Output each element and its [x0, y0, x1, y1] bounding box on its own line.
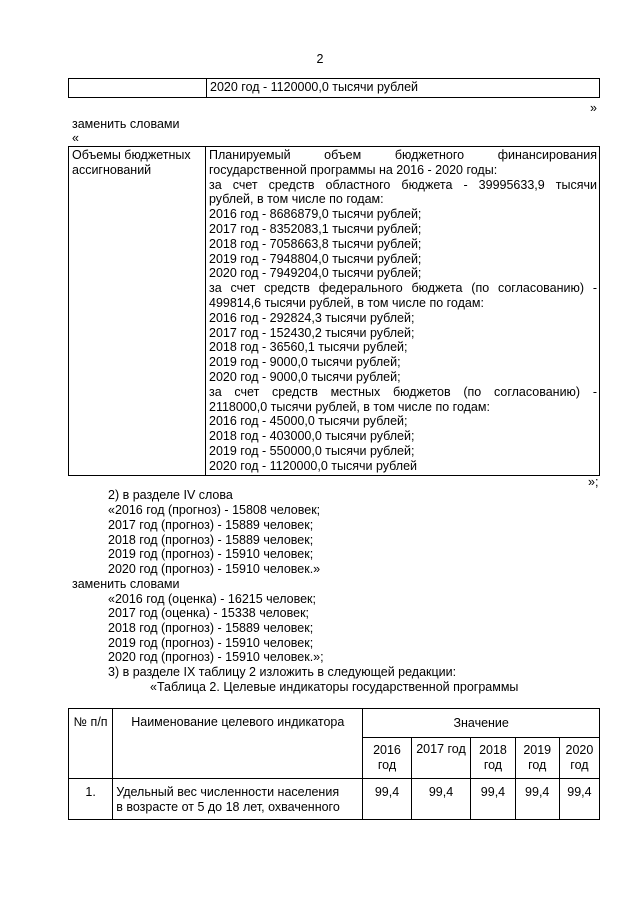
indicator-name: Удельный вес численности населения в возрасте от 5 до 18 лет, охваченного: [113, 779, 363, 820]
budget-label-line: ассигнований: [72, 162, 152, 177]
budget-line: 2019 год - 550000,0 тысячи рублей;: [209, 443, 415, 458]
budget-line: за счет средств федерального бюджета (по согласованию) -: [209, 281, 597, 296]
col-header-year: 2020 год: [559, 738, 599, 779]
old-text-line: «2016 год (прогноз) - 15808 человек;: [108, 503, 321, 517]
new-text-line: «2016 год (оценка) - 16215 человек;: [108, 592, 316, 606]
target-indicators-table: [68, 708, 600, 820]
new-text-line: 2018 год (прогноз) - 15889 человек;: [108, 621, 314, 635]
col-header-year: 2018 год: [471, 738, 515, 779]
budget-line: 2016 год - 292824,3 тысячи рублей;: [209, 310, 415, 325]
opening-quote: «: [72, 131, 79, 145]
old-text-line: 2019 год (прогноз) - 15910 человек;: [108, 547, 314, 561]
indicator-value: 99,4: [515, 779, 559, 820]
indicator-value: 99,4: [411, 779, 471, 820]
indicator-value: 99,4: [363, 779, 411, 820]
indicator-value: 99,4: [471, 779, 515, 820]
budget-line: Планируемый объем бюджетного финансирования: [209, 148, 597, 162]
new-text-line: 2019 год (прогноз) - 15910 человек;: [108, 636, 314, 650]
budget-line: 2019 год - 7948804,0 тысячи рублей;: [209, 251, 422, 266]
budget-line: 2017 год - 8352083,1 тысячи рублей;: [209, 221, 422, 236]
col-header-number: № п/п: [69, 709, 113, 779]
budget-line: 2020 год - 9000,0 тысячи рублей;: [209, 369, 401, 384]
closing-quote-semicolon: »;: [588, 475, 599, 489]
budget-line: 2019 год - 9000,0 тысячи рублей;: [209, 355, 401, 370]
new-text-line: 2017 год (оценка) - 15338 человек;: [108, 606, 310, 620]
col-header-year: 2016 год: [363, 738, 411, 779]
old-text-line: 2020 год (прогноз) - 15910 человек.»: [108, 562, 321, 576]
budget-line: государственной программы на 2016 - 2020 годы:: [209, 162, 498, 177]
col-header-indicator-name: Наименование целевого индикатора: [113, 709, 363, 779]
budget-line: рублей, в том числе по годам:: [209, 192, 384, 207]
table-title: «Таблица 2. Целевые индикаторы государственной программы: [150, 680, 519, 694]
table-row: [69, 779, 600, 820]
budget-line: 2020 год - 7949204,0 тысячи рублей;: [209, 266, 422, 281]
old-text-line: 2018 год (прогноз) - 15889 человек;: [108, 533, 314, 547]
indicator-value: 99,4: [559, 779, 599, 820]
budget-line: 2018 год - 7058663,8 тысячи рублей;: [209, 236, 422, 251]
col-header-year: 2019 год: [515, 738, 559, 779]
section4-intro: 2) в разделе IV слова: [108, 488, 233, 502]
page-number: 2: [316, 52, 324, 66]
col-header-year: 2017 год: [411, 738, 471, 779]
closing-quote: »: [590, 101, 597, 115]
row-number: 1.: [69, 779, 113, 820]
budget-line: за счет средств областного бюджета - 39995633,9 тысячи: [209, 177, 597, 192]
budget-line: 2016 год - 8686879,0 тысячи рублей;: [209, 207, 422, 222]
budget-line: 2020 год - 1120000,0 тысячи рублей: [209, 458, 418, 473]
new-text-line: 2020 год (прогноз) - 15910 человек.»;: [108, 650, 324, 664]
top-table-fragment: [68, 78, 600, 98]
budget-line: 499814,6 тысячи рублей, в том числе по годам:: [209, 295, 484, 310]
budget-line: 2017 год - 152430,2 тысячи рублей;: [209, 325, 415, 340]
budget-details-cell: [206, 147, 600, 476]
section9-intro: 3) в разделе IX таблицу 2 изложить в следующей редакции:: [108, 665, 457, 679]
budget-line: 2118000,0 тысячи рублей, в том числе по годам:: [209, 399, 490, 414]
budget-allocations-table: [68, 146, 600, 476]
col-header-value: Значение: [363, 709, 600, 738]
replace-with-text: заменить словами: [72, 577, 180, 591]
top-table-left-cell: [69, 79, 207, 98]
budget-line: за счет средств местных бюджетов (по согласованию) -: [209, 384, 597, 399]
budget-label-cell: [69, 147, 206, 476]
budget-line: 2016 год - 45000,0 тысячи рублей;: [209, 414, 408, 429]
top-table-value-cell: 2020 год - 1120000,0 тысячи рублей: [207, 79, 600, 98]
budget-line: 2018 год - 403000,0 тысячи рублей;: [209, 429, 415, 444]
old-text-line: 2017 год (прогноз) - 15889 человек;: [108, 518, 314, 532]
budget-line: 2018 год - 36560,1 тысячи рублей;: [209, 340, 408, 355]
budget-label-line: Объемы бюджетных: [72, 148, 191, 162]
replace-with-text: заменить словами: [72, 117, 180, 131]
